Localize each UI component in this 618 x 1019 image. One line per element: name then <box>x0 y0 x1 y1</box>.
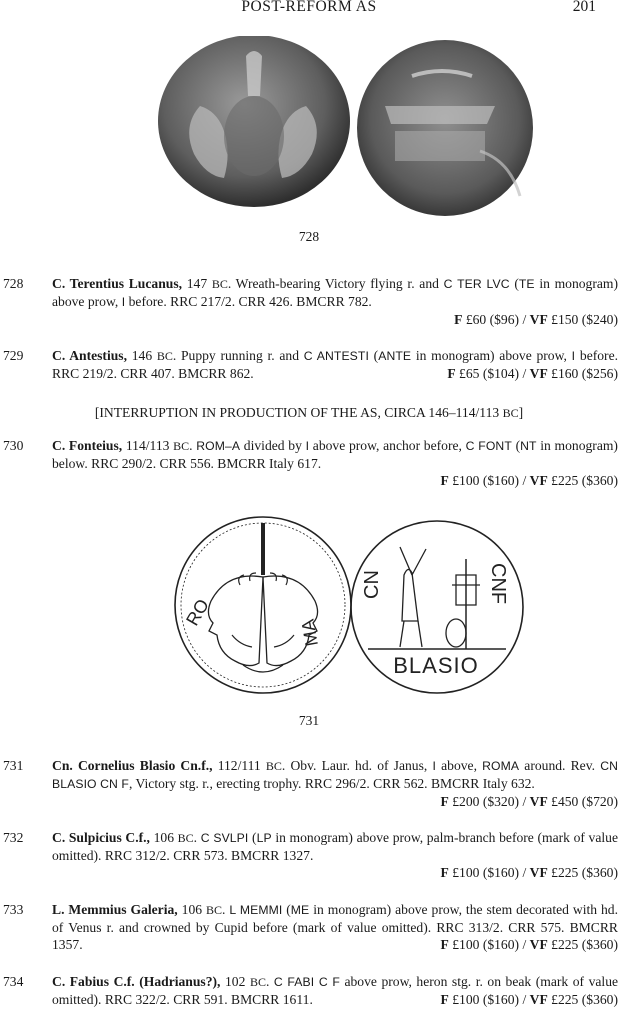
janus-laureate-coin-icon <box>0 515 618 695</box>
grade-f: F <box>440 865 449 880</box>
entry-text: above prow, heron stg. r. on beak (mark of value omitted). RRC 322/2. CRR 591. BMCRR 1611. <box>52 974 618 1007</box>
price-line <box>441 936 618 953</box>
legend: C FONT <box>465 439 512 453</box>
entry-text: in monogram) above prow, <box>52 276 618 309</box>
grade-vf: VF <box>529 992 548 1007</box>
grade-f: F <box>440 937 449 952</box>
figure-caption-731: 731 <box>298 713 320 728</box>
entry-description <box>52 437 618 489</box>
entry-description <box>52 973 618 1008</box>
price-vf: £225 ($360) <box>547 992 618 1007</box>
grade-f: F <box>454 312 463 327</box>
era-label: BC <box>156 349 173 363</box>
moneyer-name: C. Sulpicius C.f., <box>52 830 150 845</box>
legend: I <box>121 295 126 309</box>
moneyer-name: L. Memmius Galeria, <box>52 902 178 917</box>
entry-date: 106 <box>181 902 203 917</box>
obverse-legend-left: RO <box>182 595 213 629</box>
price-f: £65 ($104) / <box>455 366 530 381</box>
price-line <box>441 991 618 1008</box>
price-vf: £160 ($256) <box>547 366 618 381</box>
entry-description <box>52 829 618 881</box>
legend: I <box>571 349 576 363</box>
price-line <box>441 793 618 810</box>
entry-description <box>52 757 618 810</box>
reverse-legend-right: CNF <box>487 563 509 605</box>
legend: C SVLPI <box>200 831 249 845</box>
legend: LP <box>256 831 272 845</box>
note-text: [INTERRUPTION IN PRODUCTION OF THE AS, CIRCA 146–114/113 <box>94 405 503 420</box>
era-label: BC <box>177 831 194 845</box>
moneyer-name: C. Terentius Lucanus, <box>52 276 183 291</box>
entry-text: before. RRC 217/2. CRR 426. BMCRR 782. <box>125 294 372 309</box>
entry-number: 732 <box>3 830 24 845</box>
entry-text: . Wreath-bearing Victory flying r. and <box>227 276 444 291</box>
price-f: £100 ($160) / <box>448 992 530 1007</box>
grade-vf: VF <box>529 366 548 381</box>
note-end: ] <box>518 405 524 420</box>
entry-text: ( <box>248 830 257 845</box>
price-vf: £225 ($360) <box>547 865 618 880</box>
catalog-entry-733 <box>0 901 618 957</box>
interruption-note <box>0 404 618 422</box>
entry-number: 728 <box>3 276 24 291</box>
price-vf: £225 ($360) <box>547 473 618 488</box>
grade-f: F <box>447 366 456 381</box>
entry-date: 102 <box>225 974 246 989</box>
era-label: BC <box>265 759 282 773</box>
grade-vf: VF <box>529 937 548 952</box>
running-title: POST-REFORM AS <box>241 0 377 15</box>
era-label: BC <box>502 406 519 420</box>
era-label: BC <box>206 903 223 917</box>
era-label: BC <box>211 277 228 291</box>
entry-text: ( <box>511 438 521 453</box>
entry-date: 146 <box>131 348 153 363</box>
grade-f: F <box>440 992 449 1007</box>
entry-number: 734 <box>3 974 24 989</box>
entry-text: . <box>189 438 197 453</box>
legend: ANTE <box>378 349 412 363</box>
price-vf: £225 ($360) <box>547 937 618 952</box>
obverse-legend-right: MA <box>297 617 322 648</box>
moneyer-name: Cn. Cornelius Blasio Cn.f., <box>52 758 213 773</box>
legend: TE <box>518 277 535 291</box>
price-f: £100 ($160) / <box>448 473 530 488</box>
figure-caption-728: 728 <box>298 229 320 244</box>
entry-number: 730 <box>3 438 24 453</box>
moneyer-name: C. Antestius, <box>52 348 127 363</box>
price-line <box>447 365 618 382</box>
legend: C ANTESTI <box>303 349 369 363</box>
entry-text: above prow, anchor before, <box>309 438 466 453</box>
entry-text: in monogram) above prow, the stem decorated with hd. of Venus r. and crowned by Cupid before (mark of value omitted). RRC 313/2. CRR 575. BMCRR 1357. <box>52 902 618 952</box>
legend: CN BLASIO CN F <box>52 759 618 791</box>
entry-text: . Obv. Laur. hd. of Janus, <box>281 758 433 773</box>
legend: C FABI C F <box>273 975 340 989</box>
price-f: £200 ($320) / <box>448 794 530 809</box>
catalog-entry-732 <box>0 829 618 885</box>
entry-text: . <box>265 974 274 989</box>
entry-text: before. RRC 219/2. CRR 407. BMCRR 862. <box>52 348 618 381</box>
grade-vf: VF <box>529 312 548 327</box>
grade-vf: VF <box>529 473 548 488</box>
entry-number: 733 <box>3 902 24 917</box>
entry-text: in monogram) above prow, <box>411 348 572 363</box>
legend: ME <box>290 903 310 917</box>
price-line <box>52 864 618 881</box>
entry-text: . <box>193 830 201 845</box>
moneyer-name: C. Fabius C.f. (Hadrianus?), <box>52 974 221 989</box>
reverse-exergue: BLASIO <box>393 653 479 678</box>
page-number: 201 <box>572 0 596 15</box>
entry-number: 729 <box>3 348 24 363</box>
entry-date: 147 <box>186 276 208 291</box>
price-line <box>52 472 618 489</box>
entry-text: . Puppy running r. and <box>172 348 304 363</box>
catalog-entry-734 <box>0 973 618 1013</box>
price-f: £100 ($160) / <box>448 937 530 952</box>
legend: I <box>305 439 310 453</box>
entry-text: . <box>222 902 230 917</box>
era-label: BC <box>249 975 266 989</box>
grade-f: F <box>440 473 449 488</box>
entry-text: above, <box>435 758 483 773</box>
price-f: £60 ($96) / <box>462 312 530 327</box>
legend: L MEMMI <box>229 903 283 917</box>
page-header <box>0 0 618 20</box>
moneyer-name: C. Fonteius, <box>52 438 123 453</box>
entry-text: ( <box>368 348 379 363</box>
catalog-entry-729 <box>0 347 618 387</box>
entry-date: 114/113 <box>125 438 170 453</box>
grade-f: F <box>440 794 449 809</box>
entry-text: ( <box>509 276 519 291</box>
entry-description <box>52 275 618 328</box>
entry-description <box>52 347 618 382</box>
catalog-entry-728 <box>0 275 618 331</box>
legend: C TER LVC <box>443 277 510 291</box>
entry-text: in monogram) below. RRC 290/2. CRR 556. BMCRR Italy 617. <box>52 438 618 471</box>
entry-date: 112/111 <box>217 758 261 773</box>
entry-text: , Victory stg. r., erecting trophy. RRC 296/2. CRR 562. BMCRR Italy 632. <box>128 776 535 791</box>
entry-date: 106 <box>153 830 174 845</box>
price-line <box>52 311 618 328</box>
entry-text: divided by <box>240 438 306 453</box>
entry-description <box>52 901 618 953</box>
price-vf: £450 ($720) <box>547 794 618 809</box>
price-f: £100 ($160) / <box>448 865 530 880</box>
legend: ROMA <box>482 759 520 773</box>
entry-text: around. Rev. <box>519 758 601 773</box>
era-label: BC <box>173 439 190 453</box>
coin-figure-728 <box>0 36 618 226</box>
entry-text: in monogram) above prow, palm-branch before (mark of value omitted). RRC 312/2. CRR 573. BMCRR 1327. <box>52 830 618 863</box>
entry-text: ( <box>282 902 291 917</box>
grade-vf: VF <box>529 794 548 809</box>
catalog-entry-730 <box>0 437 618 493</box>
catalog-entry-731 <box>0 757 618 813</box>
janus-head-coin-icon <box>0 36 618 226</box>
reverse-legend-left: CN <box>361 570 383 599</box>
entry-number: 731 <box>3 758 24 773</box>
grade-vf: VF <box>529 865 548 880</box>
price-vf: £150 ($240) <box>547 312 618 327</box>
coin-figure-731 <box>0 515 618 695</box>
legend: NT <box>520 439 537 453</box>
legend: I <box>432 759 436 773</box>
legend: ROM–A <box>196 439 241 453</box>
